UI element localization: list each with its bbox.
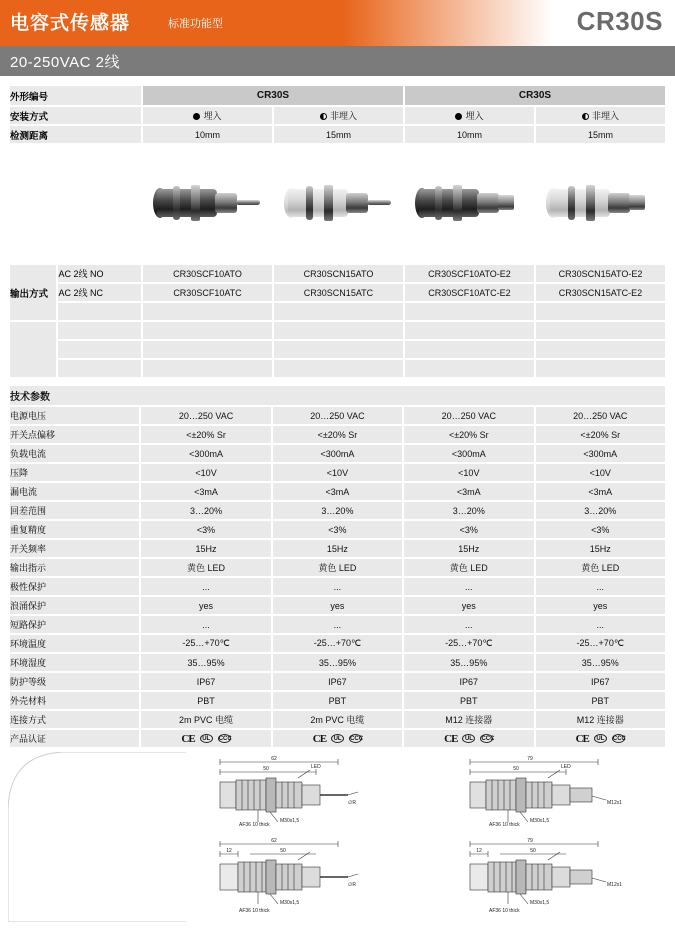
ul-mark-icon: UL bbox=[594, 734, 607, 743]
spec-label-6: 重复精度 bbox=[10, 521, 139, 538]
svg-text:50: 50 bbox=[263, 766, 269, 772]
mount-label: 安装方式 bbox=[10, 107, 141, 124]
spec-v-6-0: <3% bbox=[141, 521, 270, 538]
spec-v-0-1: 20…250 VAC bbox=[273, 407, 402, 424]
blank-type-3 bbox=[58, 360, 141, 377]
dimension-drawings bbox=[8, 752, 667, 922]
distance-cell-2: 15mm bbox=[274, 126, 403, 143]
svg-text:M30x1,5: M30x1,5 bbox=[280, 818, 300, 824]
ce-mark-icon: CE bbox=[181, 732, 195, 745]
product-image-3 bbox=[405, 145, 534, 263]
svg-text:AF36 10 thick: AF36 10 thick bbox=[489, 908, 520, 914]
spec-v-8-0: 黄色 LED bbox=[141, 559, 270, 576]
spec-row-15 bbox=[10, 692, 665, 709]
output-part-3-4 bbox=[536, 303, 665, 320]
mount-cell-3: 埋入 bbox=[405, 107, 534, 124]
group-header-1: CR30S bbox=[143, 86, 403, 105]
output-type-2: AC 2线 NC bbox=[58, 284, 141, 301]
flush-dot-icon bbox=[455, 113, 462, 120]
sensor-nut-icon bbox=[191, 185, 200, 221]
spec-v-7-0: 15Hz bbox=[141, 540, 270, 557]
svg-text:79: 79 bbox=[527, 838, 533, 844]
blank-cell-2-3 bbox=[405, 341, 534, 358]
cert-label: 产品认证 bbox=[10, 730, 139, 747]
spec-v-1-2: <±20% Sr bbox=[404, 426, 533, 443]
spec-v-7-3: 15Hz bbox=[536, 540, 666, 557]
sensor-body-icon bbox=[419, 189, 479, 217]
output-part-2-3: CR30SCF10ATC-E2 bbox=[405, 284, 534, 301]
blank-cell-3-1 bbox=[143, 360, 272, 377]
page-header bbox=[0, 0, 675, 46]
spec-label-9: 极性保护 bbox=[10, 578, 139, 595]
table-row-output-nc bbox=[10, 284, 665, 301]
half-dot-icon bbox=[582, 113, 589, 120]
ccc-mark-icon: CCC bbox=[350, 736, 364, 742]
sensor-connector-icon bbox=[498, 195, 514, 210]
spec-v-15-1: PBT bbox=[273, 692, 402, 709]
spec-v-13-1: 35…95% bbox=[273, 654, 402, 671]
shape-label: 外形编号 bbox=[10, 86, 141, 105]
spec-label-3: 压降 bbox=[10, 464, 139, 481]
specs-table bbox=[8, 384, 667, 749]
spec-label-2: 负载电流 bbox=[10, 445, 139, 462]
spec-v-5-0: 3…20% bbox=[141, 502, 270, 519]
ul-mark-icon: UL bbox=[331, 734, 344, 743]
cert-cell-4 bbox=[536, 730, 666, 747]
spec-v-14-1: IP67 bbox=[273, 673, 402, 690]
specs-title: 技术参数 bbox=[10, 386, 665, 405]
spec-v-3-0: <10V bbox=[141, 464, 270, 481]
spec-row-10 bbox=[10, 597, 665, 614]
sensor-body-icon bbox=[550, 189, 610, 217]
distance-cell-4: 15mm bbox=[536, 126, 665, 143]
specs-title-row bbox=[10, 386, 665, 405]
model-table bbox=[8, 84, 667, 379]
spec-v-2-1: <300mA bbox=[273, 445, 402, 462]
page-title: 电容式传感器 bbox=[10, 13, 131, 34]
distance-label: 检测距离 bbox=[10, 126, 141, 143]
blank-cell-1-4 bbox=[536, 322, 665, 339]
output-type-1: AC 2线 NO bbox=[58, 265, 141, 282]
blank-cell-1-3 bbox=[405, 322, 534, 339]
ce-mark-icon: CE bbox=[575, 732, 589, 745]
spec-v-16-2: M12 连接器 bbox=[404, 711, 533, 728]
flush-dot-icon bbox=[193, 113, 200, 120]
spec-label-7: 开关频率 bbox=[10, 540, 139, 557]
svg-text:AF36 10 thick: AF36 10 thick bbox=[239, 908, 270, 914]
spec-v-12-3: -25…+70℃ bbox=[536, 635, 666, 652]
spec-v-15-3: PBT bbox=[536, 692, 666, 709]
spec-row-2 bbox=[10, 445, 665, 462]
sensor-connector-icon bbox=[629, 195, 645, 210]
spec-v-8-2: 黄色 LED bbox=[404, 559, 533, 576]
output-part-1-2: CR30SCN15ATO bbox=[274, 265, 403, 282]
sensor-tail-icon bbox=[477, 193, 499, 213]
mount-cell-4: 非埋入 bbox=[536, 107, 665, 124]
blank-cell-3-3 bbox=[405, 360, 534, 377]
drawing-connector-top bbox=[448, 752, 638, 832]
table-row-output-no bbox=[10, 265, 665, 282]
ce-mark-icon: CE bbox=[444, 732, 458, 745]
half-dot-icon bbox=[320, 113, 327, 120]
spec-label-1: 开关点偏移 bbox=[10, 426, 139, 443]
spec-v-13-0: 35…95% bbox=[141, 654, 270, 671]
spec-row-8 bbox=[10, 559, 665, 576]
ul-mark-icon: UL bbox=[200, 734, 213, 743]
sensor-cable-icon bbox=[236, 200, 260, 205]
sensor-body-icon bbox=[288, 189, 348, 217]
product-image-1 bbox=[143, 145, 272, 263]
spec-v-1-0: <±20% Sr bbox=[141, 426, 270, 443]
cert-row bbox=[10, 730, 665, 747]
spec-v-6-2: <3% bbox=[404, 521, 533, 538]
spec-row-1 bbox=[10, 426, 665, 443]
sensor-tail-icon bbox=[608, 193, 630, 213]
output-part-3-2 bbox=[274, 303, 403, 320]
spec-v-15-0: PBT bbox=[141, 692, 270, 709]
spec-row-11 bbox=[10, 616, 665, 633]
page-subtitle: 标准功能型 bbox=[168, 18, 223, 30]
spec-row-14 bbox=[10, 673, 665, 690]
spec-v-7-1: 15Hz bbox=[273, 540, 402, 557]
corner-arc-decoration bbox=[8, 752, 186, 922]
spec-v-10-2: yes bbox=[404, 597, 533, 614]
svg-text:M30x1,5: M30x1,5 bbox=[530, 818, 550, 824]
table-row-blank-1 bbox=[10, 322, 665, 339]
sensor-nut-icon bbox=[586, 185, 595, 221]
spec-v-7-2: 15Hz bbox=[404, 540, 533, 557]
spec-v-2-0: <300mA bbox=[141, 445, 270, 462]
distance-cell-1: 10mm bbox=[143, 126, 272, 143]
sensor-cable-icon bbox=[367, 200, 391, 205]
svg-text:50: 50 bbox=[513, 766, 519, 772]
svg-text:M30x1,5: M30x1,5 bbox=[280, 900, 300, 906]
svg-text:62: 62 bbox=[271, 756, 277, 762]
svg-text:LED: LED bbox=[311, 764, 321, 770]
table-row-output-blank bbox=[10, 303, 665, 320]
spec-v-14-0: IP67 bbox=[141, 673, 270, 690]
output-type-3 bbox=[58, 303, 141, 320]
spec-label-16: 连接方式 bbox=[10, 711, 139, 728]
spec-label-12: 环境温度 bbox=[10, 635, 139, 652]
blank-cell-2-1 bbox=[143, 341, 272, 358]
spec-row-5 bbox=[10, 502, 665, 519]
ccc-mark-icon: CCC bbox=[612, 736, 626, 742]
spec-v-9-2: ... bbox=[404, 578, 533, 595]
spec-row-6 bbox=[10, 521, 665, 538]
svg-text:AF36 10 thick: AF36 10 thick bbox=[239, 822, 270, 828]
spec-v-4-1: <3mA bbox=[273, 483, 402, 500]
spec-v-6-1: <3% bbox=[273, 521, 402, 538]
spec-v-16-0: 2m PVC 电缆 bbox=[141, 711, 270, 728]
svg-text:AF36 10 thick: AF36 10 thick bbox=[489, 822, 520, 828]
model-name: CR30S bbox=[576, 6, 663, 36]
spec-row-3 bbox=[10, 464, 665, 481]
svg-text:M30x1,5: M30x1,5 bbox=[530, 900, 550, 906]
spec-v-12-0: -25…+70℃ bbox=[141, 635, 270, 652]
spec-v-12-2: -25…+70℃ bbox=[404, 635, 533, 652]
spec-row-7 bbox=[10, 540, 665, 557]
spec-v-16-1: 2m PVC 电缆 bbox=[273, 711, 402, 728]
sensor-tail-icon bbox=[346, 193, 368, 213]
spec-label-8: 输出指示 bbox=[10, 559, 139, 576]
ce-mark-icon: CE bbox=[312, 732, 327, 745]
blank-cell-2-2 bbox=[274, 341, 403, 358]
blank-group-label bbox=[10, 322, 56, 377]
spec-row-13 bbox=[10, 654, 665, 671]
blank-cell-3-4 bbox=[536, 360, 665, 377]
spec-label-15: 外壳材料 bbox=[10, 692, 139, 709]
spec-v-10-0: yes bbox=[141, 597, 270, 614]
spec-v-3-2: <10V bbox=[404, 464, 533, 481]
distance-cell-3: 10mm bbox=[405, 126, 534, 143]
blank-cell-1-2 bbox=[274, 322, 403, 339]
spec-v-0-2: 20…250 VAC bbox=[404, 407, 533, 424]
spec-label-5: 回差范围 bbox=[10, 502, 139, 519]
cert-cell-3 bbox=[404, 730, 533, 747]
sensor-ring-icon bbox=[173, 186, 180, 220]
output-part-1-4: CR30SCN15ATO-E2 bbox=[536, 265, 665, 282]
spec-v-15-2: PBT bbox=[404, 692, 533, 709]
spec-v-1-3: <±20% Sr bbox=[536, 426, 666, 443]
spec-v-11-1: ... bbox=[273, 616, 402, 633]
spec-v-9-1: ... bbox=[273, 578, 402, 595]
ccc-mark-icon: CCC bbox=[481, 736, 495, 742]
table-row-distance bbox=[10, 126, 665, 143]
table-row-images bbox=[10, 145, 665, 263]
spec-v-5-1: 3…20% bbox=[273, 502, 402, 519]
spec-row-12 bbox=[10, 635, 665, 652]
svg-text:M12x1: M12x1 bbox=[607, 800, 623, 806]
spec-v-5-2: 3…20% bbox=[404, 502, 533, 519]
sensor-tail-icon bbox=[215, 193, 237, 213]
spec-v-12-1: -25…+70℃ bbox=[273, 635, 402, 652]
svg-text:12: 12 bbox=[476, 848, 482, 854]
sensor-body-icon bbox=[157, 189, 217, 217]
spec-v-9-3: ... bbox=[536, 578, 666, 595]
spec-v-13-3: 35…95% bbox=[536, 654, 666, 671]
spec-label-10: 浪涌保护 bbox=[10, 597, 139, 614]
spec-row-0 bbox=[10, 407, 665, 424]
sensor-ring-icon bbox=[306, 186, 313, 220]
svg-text:LED: LED bbox=[561, 764, 571, 770]
output-part-1-1: CR30SCF10ATO bbox=[143, 265, 272, 282]
spec-label-4: 漏电流 bbox=[10, 483, 139, 500]
spec-v-4-0: <3mA bbox=[141, 483, 270, 500]
spec-label-0: 电源电压 bbox=[10, 407, 139, 424]
spec-v-4-2: <3mA bbox=[404, 483, 533, 500]
ul-mark-icon: UL bbox=[462, 734, 475, 743]
product-image-4 bbox=[536, 145, 665, 263]
blank-type-1 bbox=[58, 322, 141, 339]
spec-v-11-2: ... bbox=[404, 616, 533, 633]
cert-cell-1 bbox=[141, 730, 270, 747]
spec-v-0-3: 20…250 VAC bbox=[536, 407, 666, 424]
output-part-1-3: CR30SCF10ATO-E2 bbox=[405, 265, 534, 282]
output-part-2-2: CR30SCN15ATC bbox=[274, 284, 403, 301]
table-row-shape bbox=[10, 86, 665, 105]
output-part-3-1 bbox=[143, 303, 272, 320]
output-label: 输出方式 bbox=[10, 265, 56, 320]
svg-text:79: 79 bbox=[527, 756, 533, 762]
spec-v-5-3: 3…20% bbox=[536, 502, 666, 519]
spec-v-2-3: <300mA bbox=[536, 445, 666, 462]
spec-v-11-3: ... bbox=[536, 616, 666, 633]
output-part-3-3 bbox=[405, 303, 534, 320]
ccc-mark-icon: CCC bbox=[218, 736, 232, 742]
spec-v-3-1: <10V bbox=[273, 464, 402, 481]
svg-text:12: 12 bbox=[226, 848, 232, 854]
spec-v-4-3: <3mA bbox=[536, 483, 666, 500]
sensor-ring-icon bbox=[435, 186, 442, 220]
spec-row-4 bbox=[10, 483, 665, 500]
product-image-2 bbox=[274, 145, 403, 263]
blank-cell-3-2 bbox=[274, 360, 403, 377]
svg-text:∅R: ∅R bbox=[348, 800, 356, 806]
sensor-nut-icon bbox=[453, 185, 462, 221]
drawing-cable-top bbox=[198, 752, 378, 832]
spec-v-16-3: M12 连接器 bbox=[536, 711, 666, 728]
spec-row-9 bbox=[10, 578, 665, 595]
spec-v-6-3: <3% bbox=[536, 521, 666, 538]
spec-row-16 bbox=[10, 711, 665, 728]
spec-label-14: 防护等级 bbox=[10, 673, 139, 690]
spec-v-8-1: 黄色 LED bbox=[273, 559, 402, 576]
spec-label-11: 短路保护 bbox=[10, 616, 139, 633]
group-header-2: CR30S bbox=[405, 86, 665, 105]
svg-text:50: 50 bbox=[530, 848, 536, 854]
table-row-blank-3 bbox=[10, 360, 665, 377]
output-part-2-1: CR30SCF10ATC bbox=[143, 284, 272, 301]
mount-cell-1: 埋入 bbox=[143, 107, 272, 124]
output-part-2-4: CR30SCN15ATC-E2 bbox=[536, 284, 665, 301]
drawing-cable-bottom bbox=[198, 834, 378, 920]
sensor-ring-icon bbox=[568, 186, 575, 220]
spec-v-10-1: yes bbox=[273, 597, 402, 614]
spec-v-13-2: 35…95% bbox=[404, 654, 533, 671]
spec-v-8-3: 黄色 LED bbox=[536, 559, 666, 576]
spec-v-9-0: ... bbox=[141, 578, 270, 595]
spec-label-13: 环境湿度 bbox=[10, 654, 139, 671]
spec-v-1-1: <±20% Sr bbox=[273, 426, 402, 443]
svg-text:50: 50 bbox=[280, 848, 286, 854]
voltage-band: 20-250VAC 2线 bbox=[0, 46, 675, 76]
blank-type-2 bbox=[58, 341, 141, 358]
svg-text:62: 62 bbox=[271, 838, 277, 844]
mount-cell-2: 非埋入 bbox=[274, 107, 403, 124]
spec-v-3-3: <10V bbox=[536, 464, 666, 481]
spec-v-0-0: 20…250 VAC bbox=[141, 407, 270, 424]
spec-v-14-3: IP67 bbox=[536, 673, 666, 690]
spec-v-11-0: ... bbox=[141, 616, 270, 633]
drawing-connector-bottom bbox=[448, 834, 638, 920]
spec-v-2-2: <300mA bbox=[404, 445, 533, 462]
table-row-mount bbox=[10, 107, 665, 124]
spec-v-10-3: yes bbox=[536, 597, 666, 614]
cert-cell-2 bbox=[273, 730, 402, 747]
svg-text:∅R: ∅R bbox=[348, 882, 356, 888]
image-row-spacer bbox=[10, 145, 141, 263]
blank-cell-1-1 bbox=[143, 322, 272, 339]
svg-text:M12x1: M12x1 bbox=[607, 882, 623, 888]
blank-cell-2-4 bbox=[536, 341, 665, 358]
table-row-blank-2 bbox=[10, 341, 665, 358]
sensor-nut-icon bbox=[324, 185, 333, 221]
spec-v-14-2: IP67 bbox=[404, 673, 533, 690]
